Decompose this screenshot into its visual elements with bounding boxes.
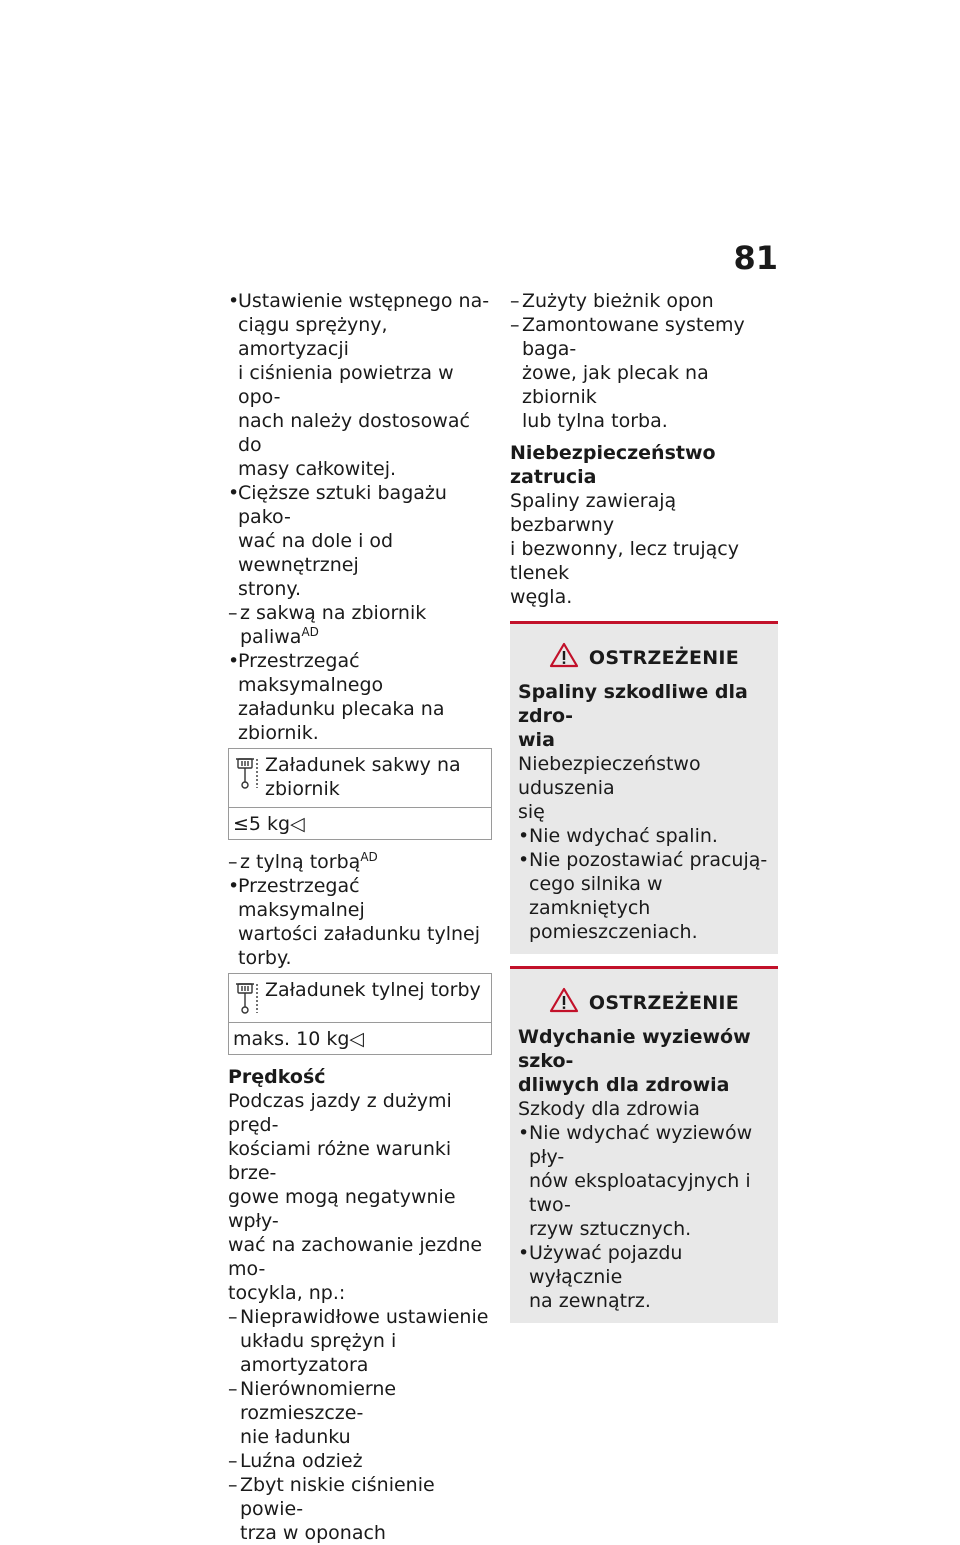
load-weight-icon: [229, 753, 265, 801]
bullet-marker: •: [228, 290, 240, 312]
bullet-marker: •: [228, 650, 240, 672]
list-item: – Nieprawidłowe ustawienie układu sprężyn i amortyzatora: [228, 1306, 489, 1376]
list-item: – Luźna odzież: [228, 1450, 363, 1472]
dash-marker: –: [510, 314, 520, 336]
list-item: • Cięższe sztuki bagażu pako- wać na dole i od wewnętrznej strony.: [228, 482, 447, 600]
list-item: – z tylną torbą$^{AD}$: [228, 850, 378, 873]
dash-marker: –: [228, 1474, 238, 1496]
warning-heading: Wdychanie wyziewów szko- dliwych dla zdrowia: [518, 1026, 751, 1096]
table-label: Załadunek sakwy na zbiornik: [265, 754, 461, 800]
table-label: Załadunek tylnej torby: [265, 979, 481, 1001]
list-item: – Nierównomierne rozmieszcze- nie ładunku: [228, 1378, 397, 1448]
list-item: – Zbyt niskie ciśnienie powie- trza w oponach: [228, 1474, 435, 1544]
list-item: • Przestrzegać maksymalnego załadunku plecaka na zbiornik.: [228, 650, 445, 744]
poisoning-text: Spaliny zawierają bezbarwny i bezwonny, lecz trujący tlenek węgla.: [510, 490, 739, 608]
dash-marker: –: [228, 1450, 238, 1472]
speed-text: Podczas jazdy z dużymi pręd- kościami różne warunki brze- gowe mogą negatywnie wpły- wać na zachowanie jezdne mo- tocykla, np.:: [228, 1090, 483, 1304]
dash-marker: –: [228, 602, 238, 624]
bullet-marker: •: [228, 482, 240, 504]
dash-marker: –: [228, 1306, 238, 1328]
warning-triangle-icon: [549, 987, 579, 1019]
right-column: [510, 289, 778, 1323]
bullet-marker: •: [518, 1242, 530, 1264]
option-ad-superscript: AD: [301, 625, 319, 639]
warning-box-exhaust: [510, 621, 778, 954]
dash-marker: –: [510, 290, 520, 312]
bullet-marker: •: [518, 825, 530, 847]
warning-heading: Spaliny szkodliwe dla zdro- wia: [518, 681, 748, 751]
warning-box-fumes: [510, 966, 778, 1323]
list-item: • Przestrzegać maksymalnej wartości załadunku tylnej torby.: [228, 875, 481, 969]
speed-heading: Prędkość: [228, 1066, 326, 1088]
tank-bag-load-table: [228, 748, 492, 840]
list-item: • Nie pozostawiać pracują- cego silnika w zamkniętych pomieszczeniach.: [518, 849, 768, 943]
bullet-marker: •: [518, 849, 530, 871]
bullet-marker: •: [518, 1122, 530, 1144]
list-item: – Zamontowane systemy baga- żowe, jak plecak na zbiornik lub tylna torba.: [510, 314, 745, 432]
warning-subheading: Niebezpieczeństwo uduszenia się: [518, 753, 701, 823]
warning-title: OSTRZEŻENIE: [588, 992, 740, 1014]
warning-triangle-icon: [549, 642, 579, 674]
list-item: • Używać pojazdu wyłącznie na zewnątrz.: [518, 1242, 683, 1312]
list-item: – Zużyty bieżnik opon: [510, 290, 714, 312]
dash-marker: –: [228, 1378, 238, 1400]
warning-title: OSTRZEŻENIE: [588, 647, 740, 669]
bullet-marker: •: [228, 875, 240, 897]
left-column: [228, 289, 492, 1545]
option-ad-superscript: AD: [360, 850, 378, 864]
list-item: – z sakwą na zbiornik paliwa$^{AD}$: [228, 602, 427, 648]
load-weight-icon: [229, 978, 265, 1016]
list-item: • Nie wdychać wyziewów pły- nów eksploatacyjnych i two- rzyw sztucznych.: [518, 1122, 753, 1240]
page-number: 81: [733, 239, 778, 277]
tail-bag-load-table: [228, 973, 492, 1055]
table-value: maks. 10 kg◁: [229, 1022, 491, 1054]
warning-subheading: Szkody dla zdrowia: [518, 1098, 700, 1120]
dash-marker: –: [228, 851, 238, 873]
poisoning-heading: Niebezpieczeństwo zatrucia: [510, 442, 716, 488]
list-item: • Ustawienie wstępnego na- ciągu sprężyny, amortyzacji i ciśnienia powietrza w opo- nach należy dostosować do masy całkowitej.: [228, 290, 490, 480]
table-value: ≤5 kg◁: [229, 807, 491, 839]
list-item: • Nie wdychać spalin.: [518, 825, 718, 847]
